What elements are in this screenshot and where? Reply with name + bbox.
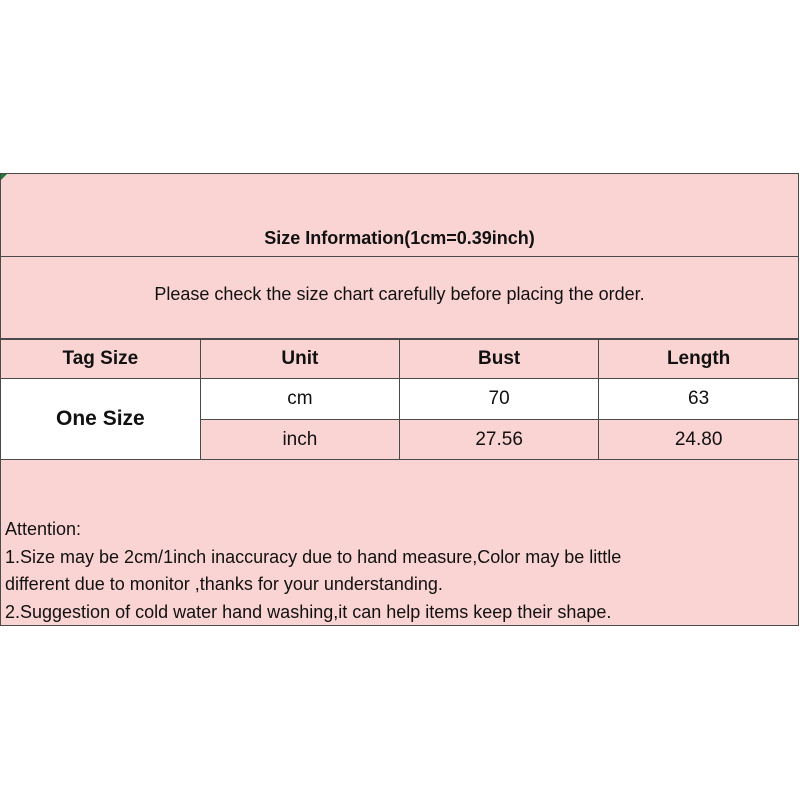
table-header-row bbox=[1, 340, 798, 379]
header-tag-size: Tag Size bbox=[1, 340, 200, 379]
size-chart-sheet bbox=[0, 173, 799, 626]
tag-size-cell: One Size bbox=[1, 379, 200, 460]
note-row bbox=[1, 257, 798, 339]
header-bust: Bust bbox=[400, 340, 599, 379]
attention-notes bbox=[5, 516, 794, 626]
unit-cell: inch bbox=[200, 420, 399, 460]
header-length: Length bbox=[599, 340, 798, 379]
length-cell: 63 bbox=[599, 379, 798, 420]
check-size-note: Please check the size chart carefully before placing the order. bbox=[154, 284, 645, 304]
length-cell: 24.80 bbox=[599, 420, 798, 460]
size-info-title: Size Information(1cm=0.39inch) bbox=[264, 228, 535, 248]
attention-line: 1.Size may be 2cm/1inch inaccuracy due to hand measure,Color may be little bbox=[5, 546, 622, 567]
bust-cell: 70 bbox=[400, 379, 599, 420]
header-unit: Unit bbox=[200, 340, 399, 379]
bust-cell: 27.56 bbox=[400, 420, 599, 460]
attention-line: 2.Suggestion of cold water hand washing,it can help items keep their shape. bbox=[5, 601, 612, 622]
unit-cell: cm bbox=[200, 379, 399, 420]
size-table bbox=[1, 339, 798, 460]
title-row bbox=[1, 174, 798, 257]
attention-line: different due to monitor ,thanks for your understanding. bbox=[5, 574, 443, 594]
attention-heading: Attention: bbox=[5, 519, 82, 539]
table-row bbox=[1, 379, 798, 420]
